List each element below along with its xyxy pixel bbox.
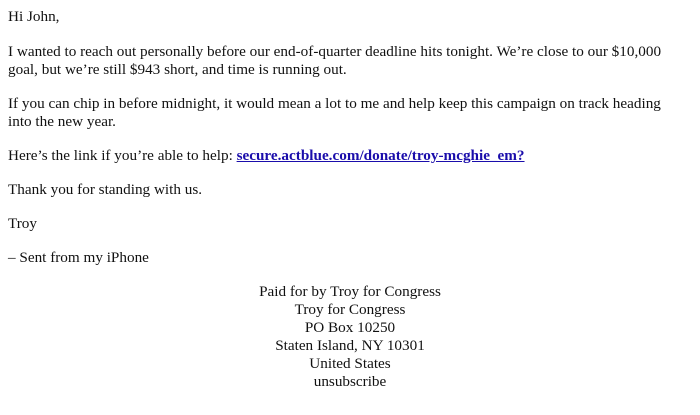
paragraph-deadline: I wanted to reach out personally before our end-of-quarter deadline hits tonight. We’re close to our $10,000 goal, but we’re still $943 short, and time is running out. xyxy=(8,43,662,78)
country-line: United States xyxy=(309,355,391,372)
email-footer xyxy=(0,283,700,391)
paragraph-link xyxy=(8,147,668,165)
paid-for-line: Paid for by Troy for Congress xyxy=(259,283,441,300)
unsubscribe-link[interactable]: unsubscribe xyxy=(313,373,387,390)
paragraph-thanks: Thank you for standing with us. xyxy=(8,181,203,198)
sent-from-line: – Sent from my iPhone xyxy=(8,249,149,266)
email-body xyxy=(8,8,700,267)
greeting: Hi John, xyxy=(8,8,60,25)
link-intro-text: Here’s the link if you’re able to help: xyxy=(8,147,237,164)
city-line: Staten Island, NY 10301 xyxy=(275,337,425,354)
donate-link[interactable]: secure.actblue.com/donate/troy-mcghie_em? xyxy=(236,147,525,164)
paragraph-chip-in: If you can chip in before midnight, it would mean a lot to me and help keep this campaign on track heading into the new year. xyxy=(8,95,661,130)
signature: Troy xyxy=(8,215,37,232)
org-name: Troy for Congress xyxy=(294,301,406,318)
po-box: PO Box 10250 xyxy=(304,319,396,336)
